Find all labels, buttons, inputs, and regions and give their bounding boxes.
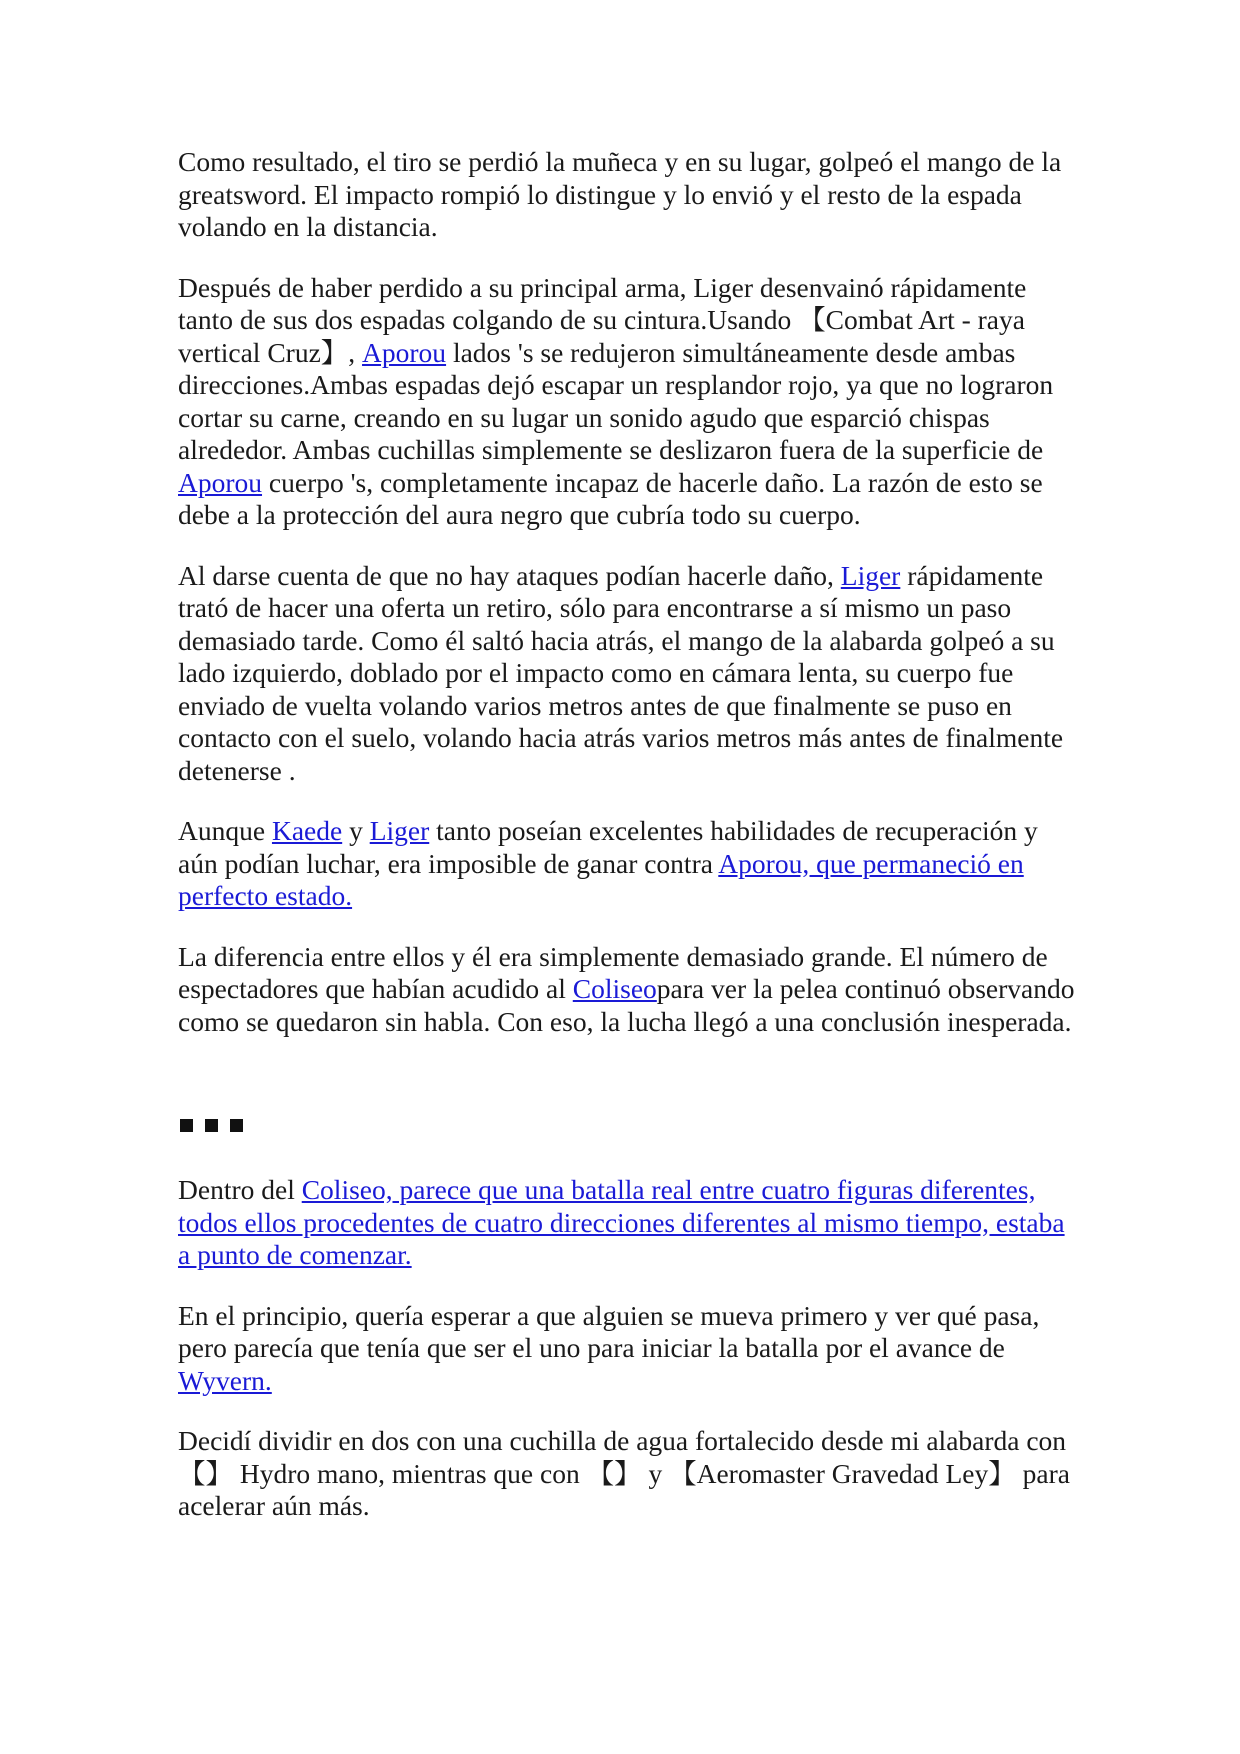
inline-link[interactable]: Kaede: [271, 815, 343, 846]
paragraph-text: cuerpo 's, completamente incapaz de hacerle daño. La razón de esto se debe a la protección del aura negro que cubría todo su cuerpo.: [178, 466, 1043, 530]
inline-link[interactable]: Aporou: [178, 466, 263, 498]
paragraph-text: lados 's se redujeron simultáneamente desde ambas direcciones.Ambas espadas dejó escapar un resplandor rojo, ya que no lograron cortar su carne, creando en su lugar un sonido agudo que esparció chispas alrededor. Ambas cuchillas simplemente se deslizaron fuera de la superficie de: [178, 336, 1054, 465]
paragraph-text: La diferencia entre ellos y él era simplemente demasiado grande. El número de espectadores que habían acudido al: [178, 940, 1048, 1004]
paragraph: [178, 1425, 1078, 1523]
paragraph-text: Aunque: [178, 815, 272, 846]
paragraph: [178, 560, 1078, 788]
paragraph-text: En el principio, quería esperar a que alguien se mueva primero y ver qué pasa, pero parecía que tenía que ser el uno para iniciar la batalla por el avance de: [178, 1299, 1040, 1363]
paragraph-text: Después de haber perdido a su principal arma, Liger desenvainó rápidamente tanto de sus dos espadas colgando de su cintura.Usando 【Combat Art - raya vertical Cruz】,: [178, 271, 1027, 368]
paragraph-text: y: [342, 815, 370, 846]
paragraph: [178, 1174, 1078, 1272]
inline-link[interactable]: Aporou: [362, 336, 447, 368]
inline-link[interactable]: Aporou, que permaneció en perfecto estado.: [178, 847, 1024, 911]
document-body: [178, 146, 1078, 1551]
separator-square-icon: [230, 1119, 243, 1132]
paragraph-text: Dentro del: [178, 1174, 302, 1205]
paragraph-text: Como resultado, el tiro se perdió la muñeca y en su lugar, golpeó el mango de la greatsword. El impacto rompió lo distingue y lo envió y el resto de la espada volando en la distancia.: [178, 146, 1062, 242]
paragraph: [178, 146, 1078, 244]
paragraph: [178, 815, 1078, 913]
paragraph-text: Decidí dividir en dos con una cuchilla de agua fortalecido desde mi alabarda con 【】 Hydro mano, mientras que con 【】 y 【Aeromaster Gravedad Ley】 para acelerar aún más.: [178, 1425, 1070, 1521]
paragraph-text: rápidamente trató de hacer una oferta un retiro, sólo para encontrarse a sí mismo un paso demasiado tarde. Como él saltó hacia atrás, el mango de la alabarda golpeó a su lado izquierdo, doblado por el impacto como en cámara lenta, su cuerpo fue enviado de vuelta volando varios metros antes de que finalmente se puso en contacto con el suelo, volando hacia atrás varios metros más antes de finalmente detenerse .: [178, 559, 1064, 786]
inline-link[interactable]: Coliseo: [572, 973, 657, 1004]
inline-link[interactable]: Coliseo, parece que una batalla real entre cuatro figuras diferentes, todos ellos procedentes de cuatro direcciones diferentes al mismo tiempo, estaba a punto de comenzar.: [178, 1174, 1065, 1270]
paragraphs-after-separator: [178, 1174, 1078, 1523]
paragraphs-before-separator: [178, 146, 1078, 1038]
paragraph-text: tanto poseían excelentes habilidades de recuperación y aún podían luchar, era imposible de ganar contra: [178, 815, 1038, 879]
paragraph: [178, 941, 1078, 1039]
paragraph: [178, 1300, 1078, 1398]
paragraph: [178, 272, 1078, 532]
section-separator: [180, 1118, 1078, 1132]
paragraph-text: Al darse cuenta de que no hay ataques podían hacerle daño,: [178, 559, 841, 591]
separator-square-icon: [180, 1119, 193, 1132]
inline-link[interactable]: Liger: [840, 559, 901, 591]
paragraph-text: para ver la pelea continuó observando como se quedaron sin habla. Con eso, la lucha llegó a una conclusión inesperada.: [178, 973, 1075, 1037]
inline-link[interactable]: Liger: [369, 815, 430, 846]
inline-link[interactable]: Wyvern.: [178, 1364, 272, 1396]
separator-square-icon: [205, 1119, 218, 1132]
